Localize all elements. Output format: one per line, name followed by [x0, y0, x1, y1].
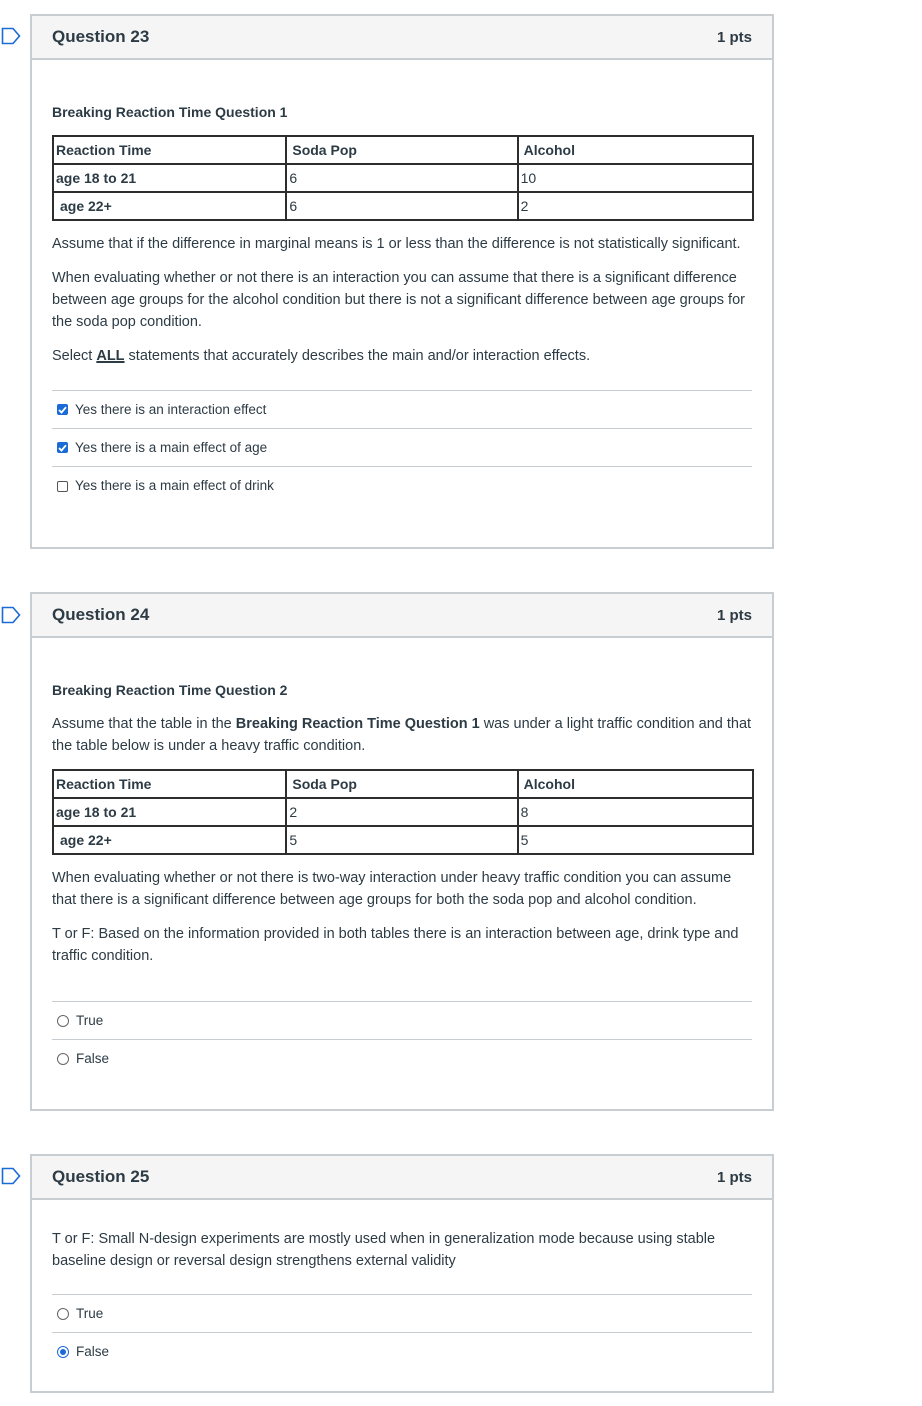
question-header	[32, 594, 772, 638]
question-body	[32, 679, 772, 1078]
question-text: Assume that if the difference in marginal means is 1 or less than the difference is not statistically significant.	[52, 236, 741, 252]
question-subtitle: Breaking Reaction Time Question 1	[52, 104, 288, 120]
table-row	[53, 798, 753, 826]
question-23	[30, 14, 774, 549]
answer-label: False	[76, 1344, 110, 1359]
question-points: 1 pts	[716, 28, 752, 46]
answer-label: True	[76, 1012, 104, 1028]
table-row	[53, 826, 753, 854]
question-points: 1 pts	[716, 606, 752, 624]
question-title: Question 24	[52, 605, 150, 624]
table-header: Alcohol	[518, 770, 753, 798]
table-cell: age 18 to 21	[53, 164, 286, 192]
question-body	[32, 101, 772, 505]
table-cell: 6	[286, 164, 517, 192]
question-25	[30, 1154, 774, 1393]
question-text: T or F: Small N-design experiments are mostly used when in generalization mode because using stable baseline design or reversal design strengthens external validity	[52, 1231, 716, 1269]
flag-question-icon[interactable]	[1, 606, 21, 624]
table-cell: 10	[518, 164, 753, 192]
question-title: Question 25	[52, 1167, 150, 1186]
table-header: Soda Pop	[286, 770, 517, 798]
table-cell: 8	[518, 798, 753, 826]
answer-label: Yes there is an interaction effect	[75, 401, 267, 417]
table-cell: 2	[286, 798, 517, 826]
question-text: Assume that the table in the Breaking Reaction Time Question 1 was under a light traffic condition and that the table below is under a heavy traffic condition.	[52, 716, 752, 754]
question-subtitle: Breaking Reaction Time Question 2	[52, 682, 288, 698]
reaction-time-table	[52, 135, 754, 221]
question-text: When evaluating whether or not there is an interaction you can assume that there is a significant difference between age groups for the alcohol condition but there is not a significant difference between age groups for the soda pop condition.	[52, 270, 745, 330]
table-header: Reaction Time	[53, 136, 286, 164]
table-header: Alcohol	[518, 136, 753, 164]
table-cell: age 22+	[53, 826, 286, 854]
flag-question-icon[interactable]	[1, 27, 21, 45]
answer-option[interactable]	[52, 1295, 752, 1333]
answer-option[interactable]	[52, 1333, 752, 1371]
checkbox-checked[interactable]	[57, 442, 68, 453]
radio-unselected[interactable]	[57, 1015, 69, 1027]
question-24	[30, 592, 774, 1111]
table-header-row	[53, 770, 753, 798]
question-text: Select ALL statements that accurately describes the main and/or interaction effects.	[52, 348, 591, 364]
table-cell: age 22+	[53, 192, 286, 220]
answer-option[interactable]	[52, 429, 752, 467]
answer-option[interactable]	[52, 1002, 752, 1040]
answer-list	[52, 1001, 752, 1078]
question-text: T or F: Based on the information provided in both tables there is an interaction between age, drink type and traffic condition.	[52, 926, 739, 964]
table-row	[53, 192, 753, 220]
table-header: Reaction Time	[53, 770, 286, 798]
flag-question-icon[interactable]	[1, 1167, 21, 1185]
table-cell: 6	[286, 192, 517, 220]
answer-list	[52, 390, 752, 505]
table-row	[53, 164, 753, 192]
answer-list	[52, 1294, 752, 1371]
question-body	[32, 1228, 772, 1371]
question-points: 1 pts	[716, 1168, 752, 1186]
answer-option[interactable]	[52, 467, 752, 505]
radio-selected[interactable]	[57, 1346, 69, 1358]
answer-label: True	[76, 1305, 104, 1321]
answer-label: Yes there is a main effect of drink	[75, 478, 274, 493]
answer-option[interactable]	[52, 391, 752, 429]
question-header	[32, 1156, 772, 1200]
table-cell: 2	[518, 192, 753, 220]
reaction-time-table	[52, 769, 754, 855]
radio-unselected[interactable]	[57, 1308, 69, 1320]
question-header	[32, 16, 772, 60]
table-cell: age 18 to 21	[53, 798, 286, 826]
answer-option[interactable]	[52, 1040, 752, 1078]
question-text: When evaluating whether or not there is two-way interaction under heavy traffic condition you can assume that there is a significant difference between age groups for both the soda pop and alcohol condition.	[52, 870, 732, 908]
table-header: Soda Pop	[286, 136, 517, 164]
answer-label: False	[76, 1051, 110, 1066]
table-header-row	[53, 136, 753, 164]
answer-label: Yes there is a main effect of age	[75, 439, 268, 455]
checkbox-checked[interactable]	[57, 404, 68, 415]
question-title: Question 23	[52, 27, 150, 46]
radio-unselected[interactable]	[57, 1053, 69, 1065]
table-cell: 5	[518, 826, 753, 854]
checkbox-unchecked[interactable]	[57, 481, 68, 492]
table-cell: 5	[286, 826, 517, 854]
